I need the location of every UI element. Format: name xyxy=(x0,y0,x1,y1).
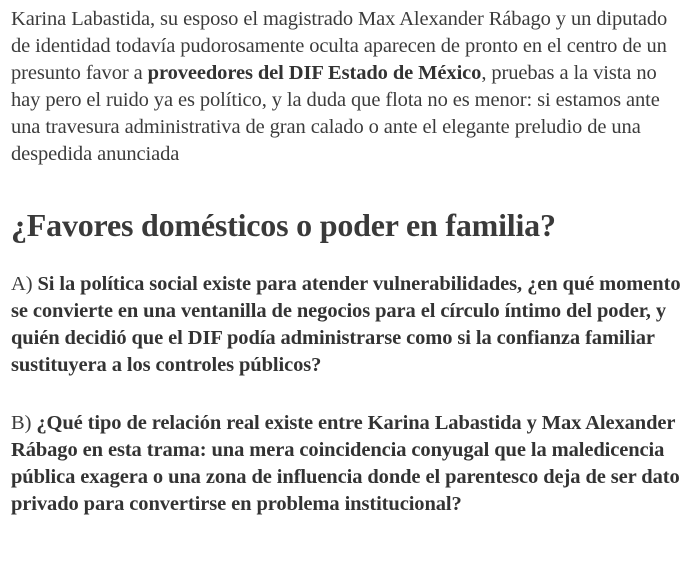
question-b-text: ¿Qué tipo de relación real existe entre Karina Labastida y Max Alexander Rábago en esta trama: una mera coincidencia conyugal que la maledicencia pública exagera o una zona de influencia donde el parentesco deja de ser dato privado para convertirse en problema institucional? xyxy=(11,412,680,515)
question-b xyxy=(11,410,684,518)
question-a-letter: A) xyxy=(11,273,38,295)
intro-paragraph xyxy=(11,0,684,168)
intro-text-end: , pruebas a la vista no hay pero el ruido ya es político, y la duda que flota no es menor: si estamos ante una travesura administrativa de gran calado o ante el elegante preludio de una despedida anunciada xyxy=(11,62,660,165)
question-a-text: Si la política social existe para atender vulnerabilidades, ¿en qué momento se convierte en una ventanilla de negocios para el círculo íntimo del poder, y quién decidió que el DIF podía administrarse como si la confianza familiar sustituyera a los controles públicos? xyxy=(11,273,681,376)
intro-text-start: Karina Labastida, su esposo el magistrado Max Alexander Rábago y un diputado de identidad todavía pudorosamente oculta aparecen de pronto en el centro de un presunto favor a xyxy=(11,8,668,84)
question-b-letter: B) xyxy=(11,412,37,434)
section-heading: ¿Favores domésticos o poder en familia? xyxy=(11,207,556,243)
question-a xyxy=(11,271,684,379)
intro-highlight: proveedores del DIF Estado de México xyxy=(147,62,482,84)
